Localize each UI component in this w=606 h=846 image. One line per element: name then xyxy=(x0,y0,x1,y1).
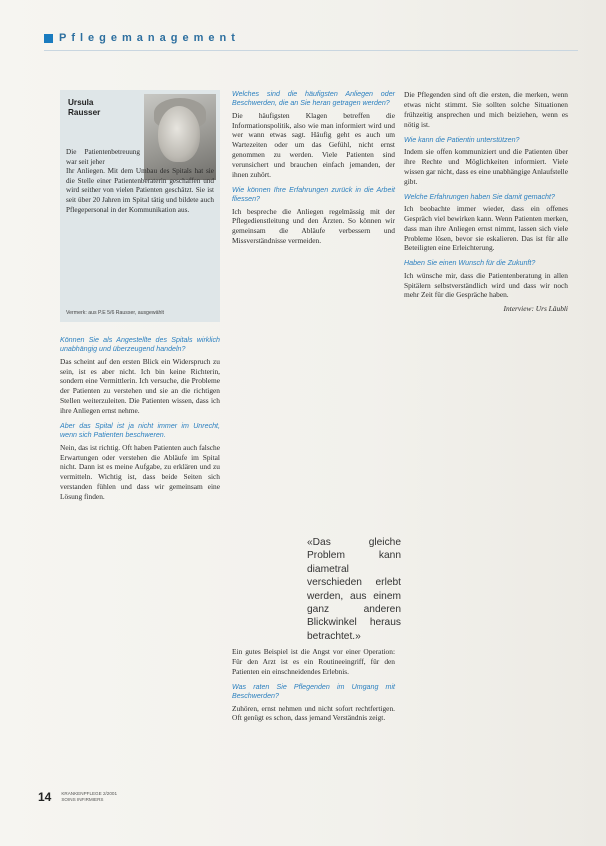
paragraph: Zuhören, ernst nehmen und nicht sofort rechtfertigen. Oft genügt es schon, dass jemand Verständnis zeigt. xyxy=(232,703,395,723)
profile-credit: Vermerk: aus P.E 5/6 Rausser, ausgewählt xyxy=(66,310,164,317)
paragraph: Indem sie offen kommuniziert und die Patienten über ihre Rechte und Möglichkeiten informiert. Viele wissen gar nicht, dass es eine unabhängige Anlaufstelle gibt. xyxy=(404,146,568,186)
pull-quote: «Das gleiche Problem kann diametral verschieden erlebt werden, aus einem ganz anderen Blickwinkel heraus betrachtet.» xyxy=(307,537,401,642)
profile-box xyxy=(60,90,220,322)
profile-bio-text: Ihr Anliegen. Mit dem Umbau des Spitals hat sie die Stelle einer Patientenberaterin geschaffen und wird seither von vielen Patienten geschätzt. Sie ist seit über 20 Jahren im Spital tätig und bildete auch Pflegepersonal in der Kommunikation aus. xyxy=(66,167,214,214)
profile-bio-intro: Die Patientenbetreuung war seit jeher xyxy=(66,148,140,166)
column-2 xyxy=(232,90,395,248)
paragraph: Das scheint auf den ersten Blick ein Widerspruch zu sein, ist es aber nicht. Ich bin keine Richterin, sondern eine Vermittlerin. Ich versuche, die Probleme der Patienten zu verstehen und sie an die richtigen Stellen weiterzuleiten. Die Patienten wissen, dass ich ihre Anliegen ernst nehme. xyxy=(60,356,220,416)
paragraph: Ein gutes Beispiel ist die Angst vor einer Operation: Für den Arzt ist es ein Routineeingriff, für den Patienten ein einschneidendes Erlebnis. xyxy=(232,647,395,677)
paragraph: Nein, das ist richtig. Oft haben Patienten auch falsche Erwartungen oder verstehen die Abläufe im Spital nicht. Dann ist es meine Aufgabe, zu erklären und zu vermitteln. Wichtig ist, dass beide Seiten sich verstanden fühlen und dass wir gemeinsam eine Lösung finden. xyxy=(60,442,220,502)
paragraph: Ich beobachte immer wieder, dass ein offenes Gespräch viel bewirken kann. Wenn Patienten merken, dass man ihre Anliegen ernst nimmt, lassen sich viele Probleme lösen, bevor sie eskalieren. Das ist für alle Beteiligten eine Erleichterung. xyxy=(404,203,568,253)
paragraph: Ich wünsche mir, dass die Patientenberatung in allen Spitälern selbstverständlich wird und dass wir noch mehr Zeit für die Gespräche haben. xyxy=(404,270,568,300)
section-marker xyxy=(44,34,53,43)
page-footer xyxy=(38,790,117,804)
profile-name: Ursula Rausser xyxy=(68,98,101,117)
question: Welches sind die häufigsten Anliegen oder Beschwerden, die an Sie heran getragen werden? xyxy=(232,90,395,108)
paragraph: Die häufigsten Klagen betreffen die Informationspolitik, also wie man informiert wird und wer wann etwas sagt. Häufig geht es auch um Wartezeiten oder um das Gefühl, nicht ernst genommen zu werden. Viele Patienten sind verunsichert und brauchen einfach jemanden, der ihnen zuhört. xyxy=(232,110,395,180)
question: Welche Erfahrungen haben Sie damit gemacht? xyxy=(404,192,555,201)
section-header xyxy=(44,30,240,46)
column-1 xyxy=(60,330,220,504)
interview-author: Interview: Urs Läubli xyxy=(503,304,568,314)
profile-bio xyxy=(66,148,214,215)
paragraph: Ich bespreche die Anliegen regelmässig mit der Pflegedienstleitung und den Ärzten. So können wir gemeinsam die Abläufe verbessern und Missverständnisse vermeiden. xyxy=(232,206,395,246)
section-title: Pflegemanagement xyxy=(59,32,240,44)
question: Was raten Sie Pflegenden im Umgang mit Beschwerden? xyxy=(232,682,395,701)
question: Wie können Ihre Erfahrungen zurück in die Arbeit fliessen? xyxy=(232,185,395,204)
question: Aber das Spital ist ja nicht immer im Unrecht, wenn sich Patienten beschweren. xyxy=(60,422,220,440)
page-number: 14 xyxy=(38,790,52,804)
column-3 xyxy=(404,90,568,314)
question: Können Sie als Angestellte des Spitals wirklich unabhängig und überzeugend handeln? xyxy=(60,336,220,354)
header-rule xyxy=(44,50,578,51)
question: Wie kann die Patientin unterstützen? xyxy=(404,135,520,144)
publication-name: KRANKENPFLEGE 2/2001 SOINS INFIRMIERS xyxy=(61,791,118,802)
column-2-lower xyxy=(232,530,401,725)
question: Haben Sie einen Wunsch für die Zukunft? xyxy=(404,259,536,268)
paragraph: Die Pflegenden sind oft die ersten, die merken, wenn etwas nicht stimmt. Sie sollten solche Situationen frühzeitig ansprechen und mich beiziehen, wenn es nötig ist. xyxy=(404,90,568,129)
